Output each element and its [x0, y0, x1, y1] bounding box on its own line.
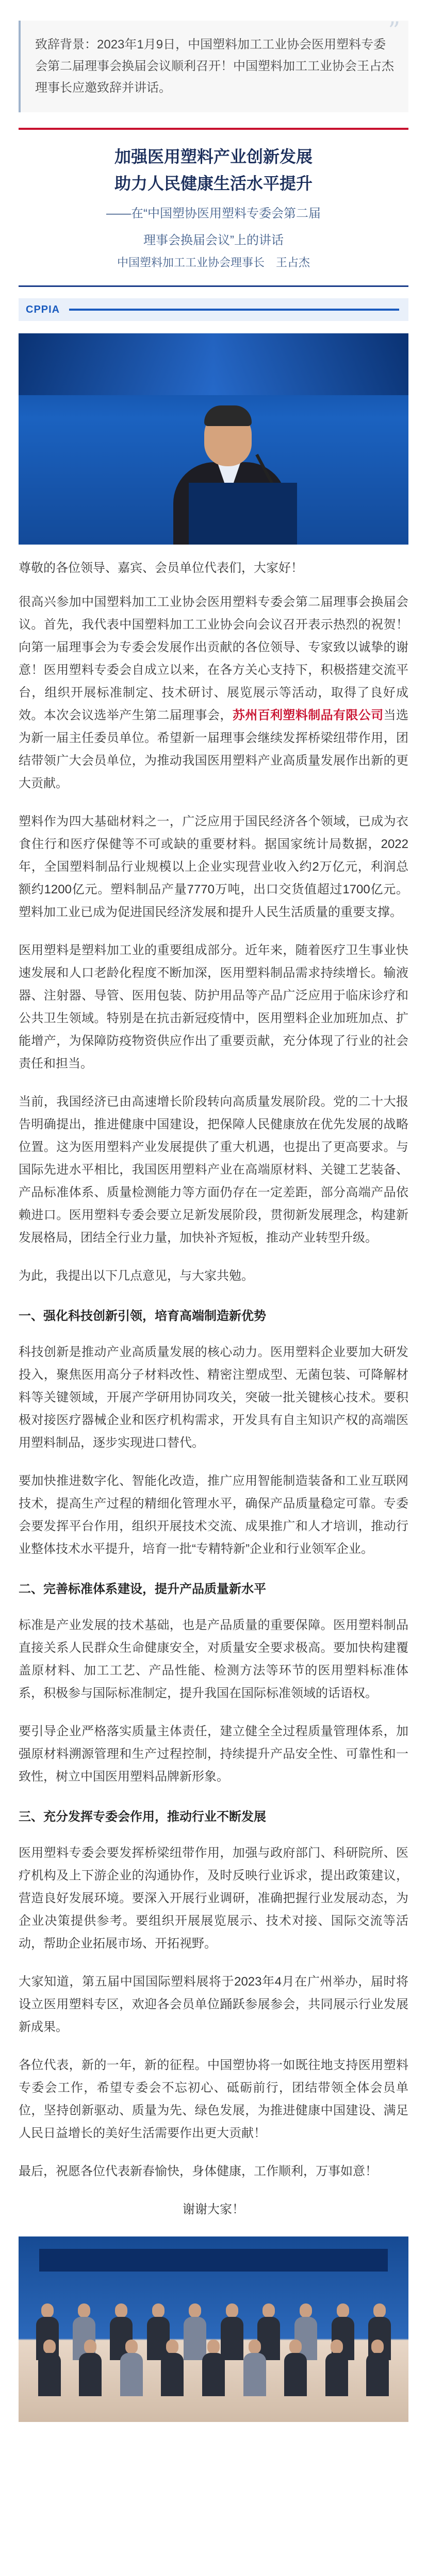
title-line-2: 助力人民健康生活水平提升 — [114, 174, 313, 193]
greeting-paragraph: 尊敬的各位领导、嘉宾、会员单位代表们，大家好！ — [19, 561, 303, 575]
section-1-paragraph-2: 要加快推进数字化、智能化改造，推广应用智能制造装备和工业互联网技术，提高生产过程的精细化管理水平，确保产品质量稳定可靠。专委会要发挥平台作用，组织开展技术交流、成果推广和人才培训，推动行业整体技术水平提升，培育一批“专精特新”企业和行业领军企业。 — [19, 1474, 408, 1556]
person-figure — [120, 2340, 143, 2396]
section-2-paragraph-1: 标准是产业发展的技术基础，也是产品质量的重要保障。医用塑料制品直接关系人民群众生命健康安全，对质量安全要求极高。要加快构建覆盖原材料、加工工艺、产品性能、检测方法等环节的医用塑料标准体系，积极参与国际标准制定，提升我国在国际标准领域的话语权。 — [19, 1618, 408, 1700]
section-3-paragraph-3: 各位代表，新的一年，新的征程。中国塑协将一如既往地支持医用塑料专委会工作，希望专委会不忘初心、砥砺前行，团结带领全体会员单位，坚持创新驱动、质量为先、绿色发展，为推进健康中国建设、满足人民日益增长的美好生活需要作出更大贡献！ — [19, 2058, 408, 2140]
intro-text: 致辞背景：2023年1月9日，中国塑料加工工业协会医用塑料专委会第二届理事会换届会议顺利召开！中国塑料加工工业协会王占杰理事长应邀致辞并讲话。 — [35, 38, 394, 95]
article-body — [19, 557, 408, 2221]
intro-callout — [19, 16, 408, 112]
closing-wishes: 最后，祝愿各位代表新春愉快，身体健康，工作顺利，万事如意！ — [19, 2164, 377, 2178]
event-banner — [39, 2249, 388, 2272]
article-page — [0, 16, 427, 2576]
paragraph-1 — [19, 591, 408, 795]
section-2-paragraph-2: 要引导企业严格落实质量主体责任，建立健全全过程质量管理体系，加强原材料溯源管理和生产过程控制，持续提升产品安全性、可靠性和一致性，树立中国医用塑料品牌新形象。 — [19, 1724, 408, 1784]
title-line-1: 加强医用塑料产业创新发展 — [114, 147, 313, 166]
section-2-heading: 二、完善标准体系建设，提升产品质量新水平 — [19, 1582, 266, 1596]
paragraph-1-b: 当选为新一届主任委员单位。希望新一届理事会继续发挥桥梁纽带作用，团结带领广大会员单位，为推动我国医用塑料产业高质量发展作出新的更大贡献。 — [19, 708, 409, 790]
section-3-paragraph-1: 医用塑料专委会要发挥桥梁纽带作用，加强与政府部门、科研院所、医疗机构及上下游企业的沟通协作，及时反映行业诉求，提出政策建议，营造良好发展环境。要深入开展行业调研，准确把握行业发展动态，为企业决策提供参考。要组织开展展览展示、技术对接、国际交流等活动，帮助企业拓展市场、开拓视野。 — [19, 1846, 408, 1951]
paragraph-2: 塑料作为四大基础材料之一，广泛应用于国民经济各个领域，已成为衣食住行和医疗保健等不可或缺的重要材料。据国家统计局数据，2022年，全国塑料制品行业规模以上企业实现营业收入约2万亿元，利润总额约1200亿元。塑料制品产量7770万吨，出口交货值超过1700亿元。塑料加工业已成为促进国民经济发展和提升人民生活质量的重要支撑。 — [19, 815, 408, 919]
person-figure — [243, 2340, 266, 2396]
quote-mark-icon: ” — [388, 16, 400, 44]
person-figure — [284, 2340, 307, 2396]
section-3-paragraph-2: 大家知道，第五届中国国际塑料展将于2023年4月在广州举办，届时将设立医用塑料专区，欢迎各会员单位踊跃参展参会，共同展示行业发展新成果。 — [19, 1975, 408, 2034]
person-figure — [79, 2340, 102, 2396]
person-figure — [202, 2340, 225, 2396]
paragraph-4: 当前，我国经济已由高速增长阶段转向高质量发展阶段。党的二十大报告明确提出，推进健康中国建设，把保障人民健康放在优先发展的战略位置。这为医用塑料产业发展提供了重大机遇，也提出了更高要求。与国际先进水平相比，我国医用塑料产业在高端原材料、关键工艺装备、产品标准体系、质量检测能力等方面仍存在一定差距，部分高端产品依赖进口。医用塑料专委会要立足新发展阶段，贯彻新发展理念，构建新发展格局，团结全行业力量，加快补齐短板，推动产业转型升级。 — [19, 1095, 408, 1245]
highlight-company: 苏州百利塑料制品有限公司 — [232, 708, 384, 722]
paragraph-1-a: 很高兴参加中国塑料加工工业协会医用塑料专委会第二届理事会换届会议。首先，我代表中国塑料加工工业协会向会议召开表示热烈的祝贺！向第一届理事会为专委会发展作出贡献的各位领导、专家致以诚挚的谢意！医用塑料专委会自成立以来，在各方关心支持下，积极搭建交流平台，组织开展标准制定、技术研讨、展览展示等活动，取得了良好成效。本次会议选举产生第二届理事会， — [19, 595, 408, 722]
person-figure — [325, 2340, 348, 2396]
logo-bar — [69, 309, 399, 311]
podium — [189, 483, 297, 545]
paragraph-5: 为此，我提出以下几点意见，与大家共勉。 — [19, 1269, 254, 1283]
author-line: 中国塑料加工工业协会理事长 王占杰 — [117, 256, 310, 269]
subtitle-line-1: ——在“中国塑协医用塑料专委会第二届 — [106, 207, 321, 221]
stage-screen — [19, 333, 408, 395]
title-block — [19, 143, 408, 272]
subtitle-line-2: 理事会换届会议”上的讲话 — [143, 233, 284, 247]
person-figure — [366, 2340, 389, 2396]
group-photo — [19, 2236, 408, 2422]
logo-strip — [19, 298, 408, 321]
speaker-photo — [19, 333, 408, 545]
top-divider — [19, 128, 408, 130]
cppia-logo: CPPIA — [26, 303, 60, 315]
section-1-paragraph-1: 科技创新是推动产业高质量发展的核心动力。医用塑料企业要加大研发投入，聚焦医用高分子材料改性、精密注塑成型、无菌包装、可降解材料等关键领域，开展产学研用协同攻关，突破一批关键核心技术。要积极对接医疗器械企业和医疗机构需求，开发具有自主知识产权的高端医用塑料制品，逐步实现进口替代。 — [19, 1345, 408, 1450]
person-figure — [38, 2340, 61, 2396]
paragraph-3: 医用塑料是塑料加工业的重要组成部分。近年来，随着医疗卫生事业快速发展和人口老龄化程度不断加深，医用塑料制品需求持续增长。输液器、注射器、导管、医用包装、防护用品等产品广泛应用于临床诊疗和公共卫生领域。特别是在抗击新冠疫情中，医用塑料企业加班加点、扩能增产，为保障防疫物资供应作出了重要贡献，充分体现了行业的社会责任和担当。 — [19, 943, 408, 1071]
section-3-heading: 三、充分发挥专委会作用，推动行业不断发展 — [19, 1810, 266, 1824]
title-bottom-divider — [19, 285, 408, 287]
closing-thanks: 谢谢大家！ — [183, 2202, 244, 2216]
group-front-row — [29, 2340, 398, 2396]
person-figure — [161, 2340, 184, 2396]
section-1-heading: 一、强化科技创新引领，培育高端制造新优势 — [19, 1309, 266, 1323]
speaker-hair — [204, 405, 252, 426]
